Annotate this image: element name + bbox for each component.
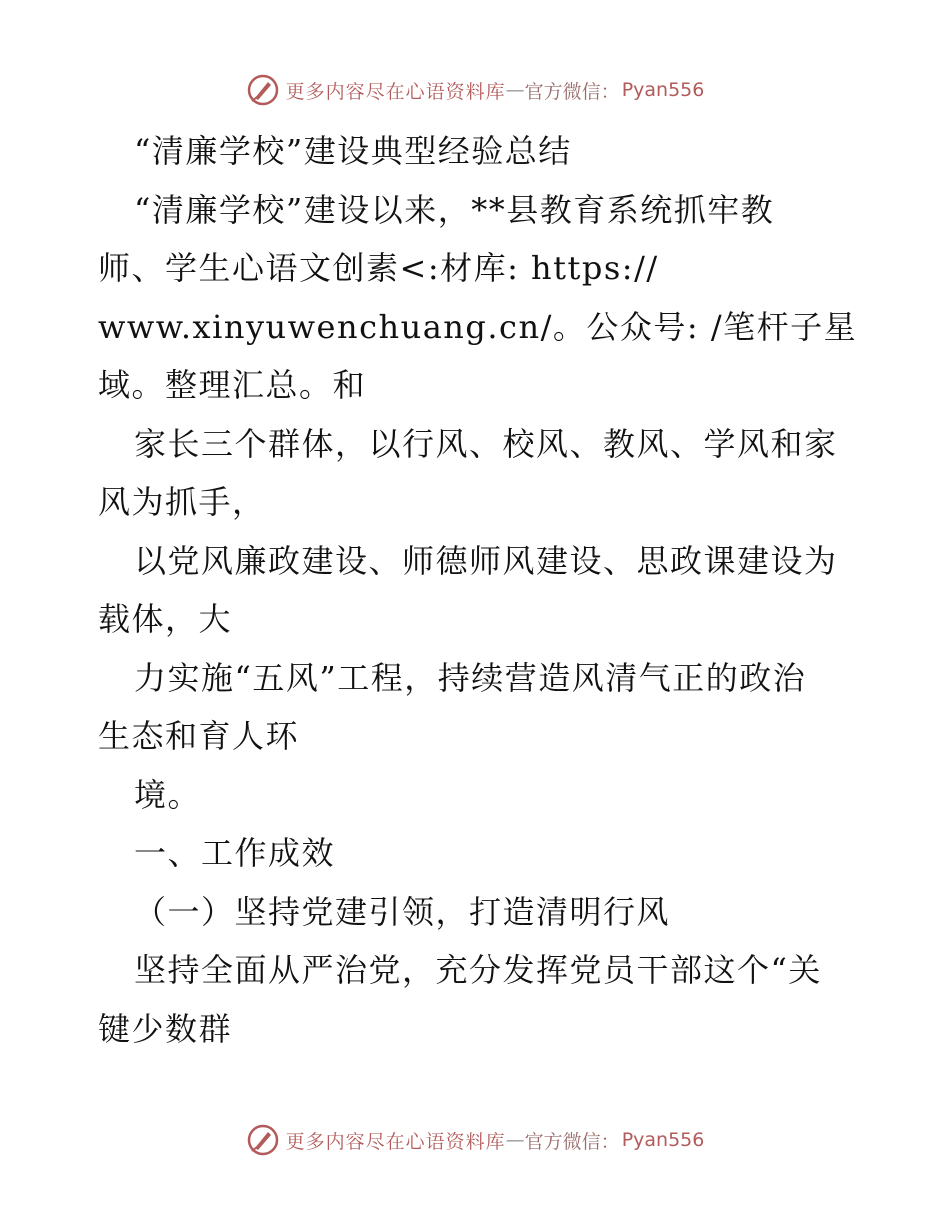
paragraph-line: 风为抓手，: [98, 483, 266, 521]
banner-text: 更多内容尽在心语资料库: [285, 80, 506, 103]
section-heading: 一、工作成效: [134, 834, 336, 872]
subsection-heading: （一）坚持党建引领，打造清明行风: [134, 892, 671, 931]
banner-wechat-label: 官方微信：: [524, 1130, 620, 1153]
paragraph-line: 坚持全面从严治党，充分发挥党员干部这个“关: [134, 951, 822, 989]
paragraph-line: 载体，大: [98, 600, 233, 638]
paragraph-line: 力实施“五风”工程，持续营造风清气正的政治: [134, 658, 807, 697]
paragraph-line: 境。: [134, 775, 202, 814]
quill-logo-icon: [246, 73, 280, 107]
document-title: “清廉学校”建设典型经验总结: [134, 132, 572, 170]
header-banner: [0, 70, 950, 110]
banner-text: 更多内容尽在心语资料库: [285, 1130, 506, 1153]
paragraph-line: 师、学生心语文创素<:材库: https://: [98, 249, 659, 287]
paragraph-line: 以党风廉政建设、师德师风建设、思政课建设为: [134, 541, 838, 580]
banner-separator: —: [505, 1129, 525, 1151]
paragraph-line: 家长三个群体，以行风、校风、教风、学风和家: [134, 424, 838, 463]
paragraph-line: “清廉学校”建设以来，**县教育系统抓牢教: [134, 190, 775, 229]
paragraph-line: 键少数群: [98, 1009, 233, 1048]
quill-logo-icon: [246, 1123, 280, 1157]
footer-banner: [0, 1120, 950, 1160]
paragraph-line: 域。整理汇总。和: [98, 366, 367, 404]
banner-wechat-label: 官方微信：: [524, 80, 620, 103]
banner-wechat-id: Pyan556: [621, 1129, 705, 1151]
paragraph-line: www.xinyuwenchuang.cn/。公众号: /笔杆子星: [98, 307, 858, 346]
banner-wechat-id: Pyan556: [621, 79, 705, 101]
document-body: [98, 122, 858, 1058]
paragraph-line: 生态和育人环: [98, 717, 300, 755]
banner-separator: —: [505, 79, 525, 101]
